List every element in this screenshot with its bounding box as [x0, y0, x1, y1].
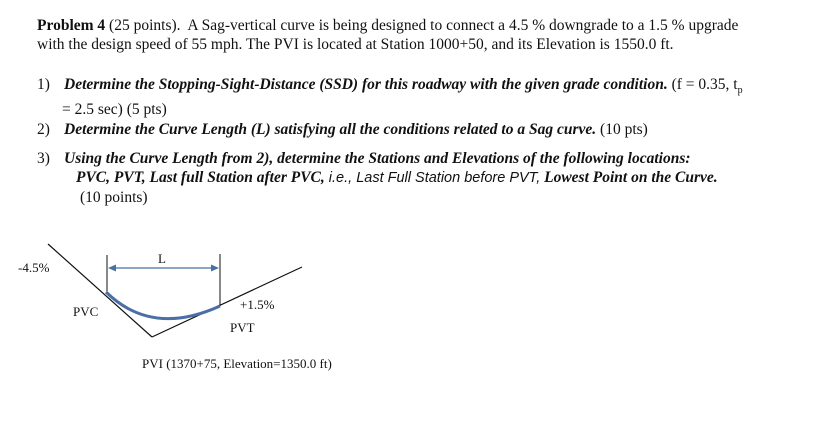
- subscript-p: p: [737, 85, 743, 97]
- pvc-label: PVC: [73, 304, 99, 319]
- upgrade-tangent-line: [152, 267, 302, 337]
- question-number: 1): [37, 76, 50, 93]
- question-locations: PVC, PVT, Last full Station after PVC,: [76, 169, 325, 186]
- length-arrow-right: [211, 265, 219, 272]
- question-number: 3): [37, 150, 50, 167]
- problem-text-2: with the design speed of 55 mph. The PVI is located at Station 1000+50, and its Elevation is 1550.0 ft.: [37, 36, 674, 53]
- question-locations-note: i.e., Last Full Station before PVT,: [324, 170, 541, 186]
- pvt-label: PVT: [230, 320, 255, 335]
- grade-right-label: +1.5%: [240, 297, 275, 312]
- question-number: 2): [37, 121, 50, 138]
- problem-statement: [37, 16, 807, 54]
- grade-left-label: -4.5%: [18, 260, 50, 275]
- problem-line-1: [37, 16, 807, 35]
- question-params: (f = 0.35, t: [667, 76, 738, 93]
- question-points: (10 pts): [596, 121, 648, 138]
- problem-points: (25 points).: [109, 17, 181, 34]
- question-emphasis: Determine the Stopping-Sight-Distance (SSD) for this roadway with the given grade condition.: [64, 76, 668, 93]
- question-emphasis: Using the Curve Length from 2), determine the Stations and Elevations of the following locations:: [64, 150, 691, 167]
- question-lowest-point: Lowest Point on the Curve.: [540, 169, 718, 186]
- sag-curve-diagram: [0, 240, 822, 438]
- sag-curve: [106, 292, 220, 319]
- length-arrow-left: [108, 265, 116, 272]
- problem-text-1: A Sag-vertical curve is being designed to connect a 4.5 % downgrade to a 1.5 % upgrade: [187, 17, 739, 34]
- length-label: L: [158, 251, 166, 266]
- downgrade-tangent-line: [48, 244, 152, 337]
- problem-number: Problem 4: [37, 17, 106, 34]
- question-points: (10 points): [80, 189, 148, 206]
- pvi-label: PVI (1370+75, Elevation=1350.0 ft): [142, 356, 332, 371]
- question-params-2: = 2.5 sec) (5 pts): [62, 101, 167, 119]
- question-emphasis: Determine the Curve Length (L) satisfying all the conditions related to a Sag curve.: [64, 121, 597, 138]
